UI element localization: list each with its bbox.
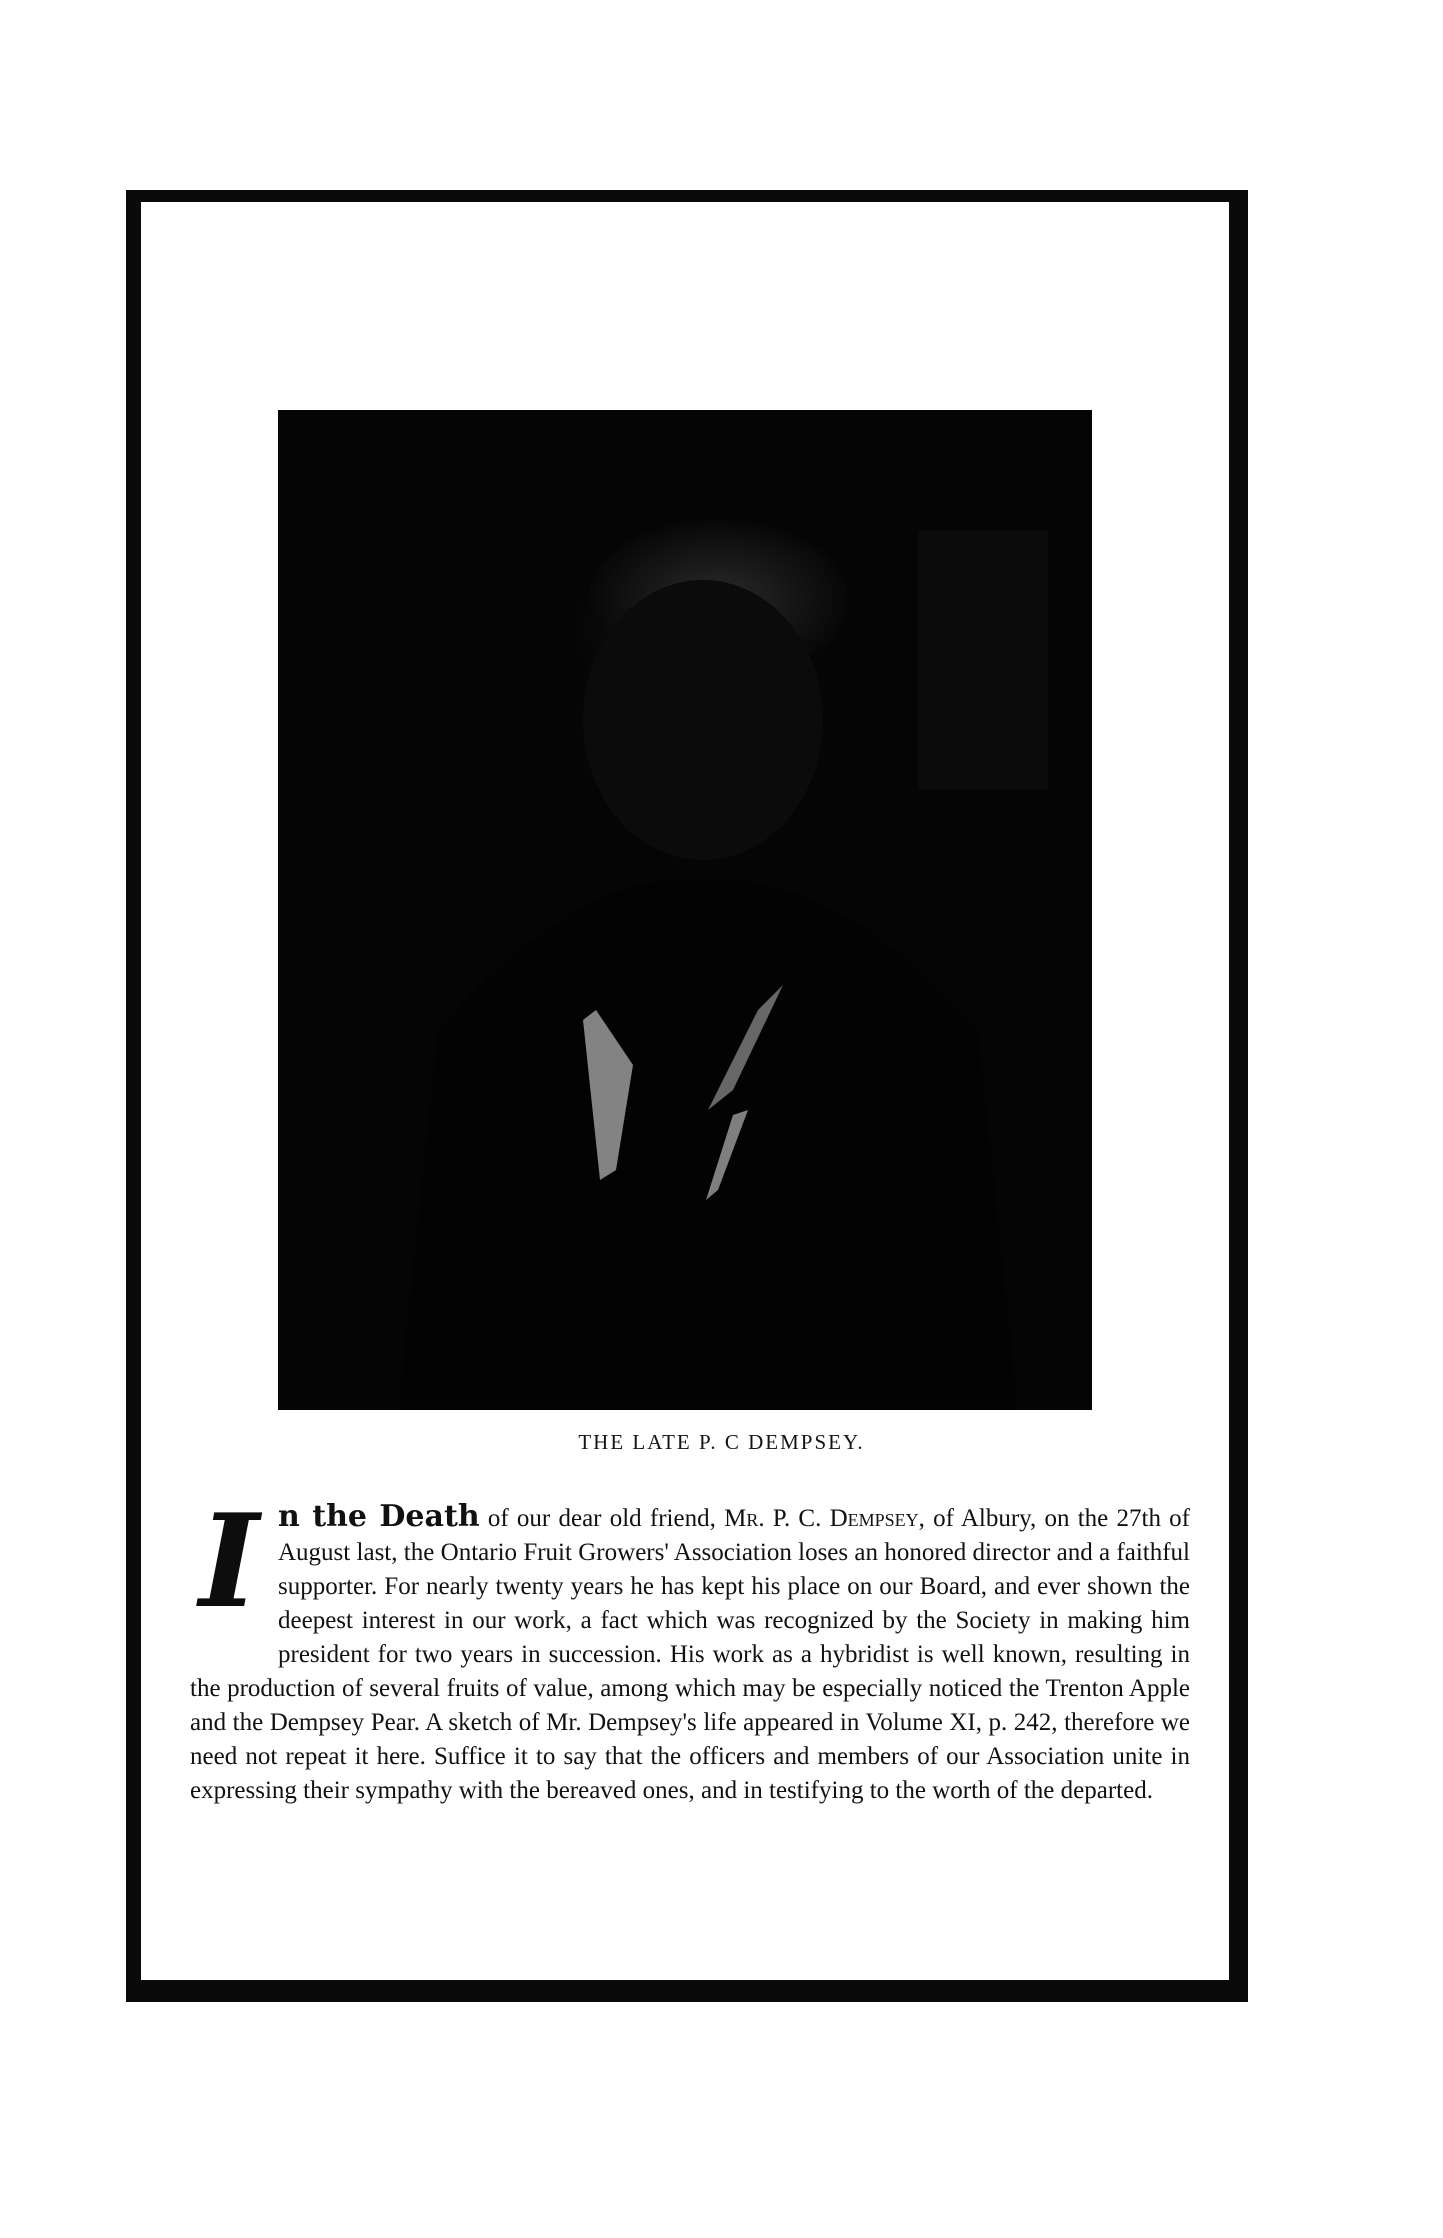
portrait-image <box>278 410 1092 1410</box>
tribute-paragraph <box>190 1487 1191 1808</box>
jacket-shape <box>398 879 1018 1410</box>
tribute-name: Mr. P. C. Dempsey <box>724 1505 919 1532</box>
tribute-text-1: of our dear old friend, <box>479 1505 725 1532</box>
portrait-photo <box>278 410 1092 1410</box>
drop-cap: I <box>199 1487 259 1637</box>
background-texture <box>918 530 1048 790</box>
face-shadow <box>583 580 823 860</box>
lead-in-text: n the Death <box>278 1499 480 1534</box>
tribute-text-2: , of Albury, on the 27th of August last, the Ontario Fruit Growers' Association loses an honored director and a faithful supporter. For nearly twenty years he has kept his place on our Board, and ever shown the deepest interest in our work, a fact which was recognized by the Society in making him president for two years in succession. His work as a hybridist is well known, resulting in the production of several fruits of value, among which may be especially noticed the Trenton Apple and the Dempsey Pear. A sketch of Mr. Dempsey's life appeared in Volume XI, p. 242, therefore we need not repeat it here. Suffice it to say that the officers and members of our Association unite in expressing their sympathy with the bereaved ones, and in testifying to the worth of the departed. <box>190 1505 1191 1804</box>
photo-caption: THE LATE P. C DEMPSEY. <box>578 1430 865 1454</box>
